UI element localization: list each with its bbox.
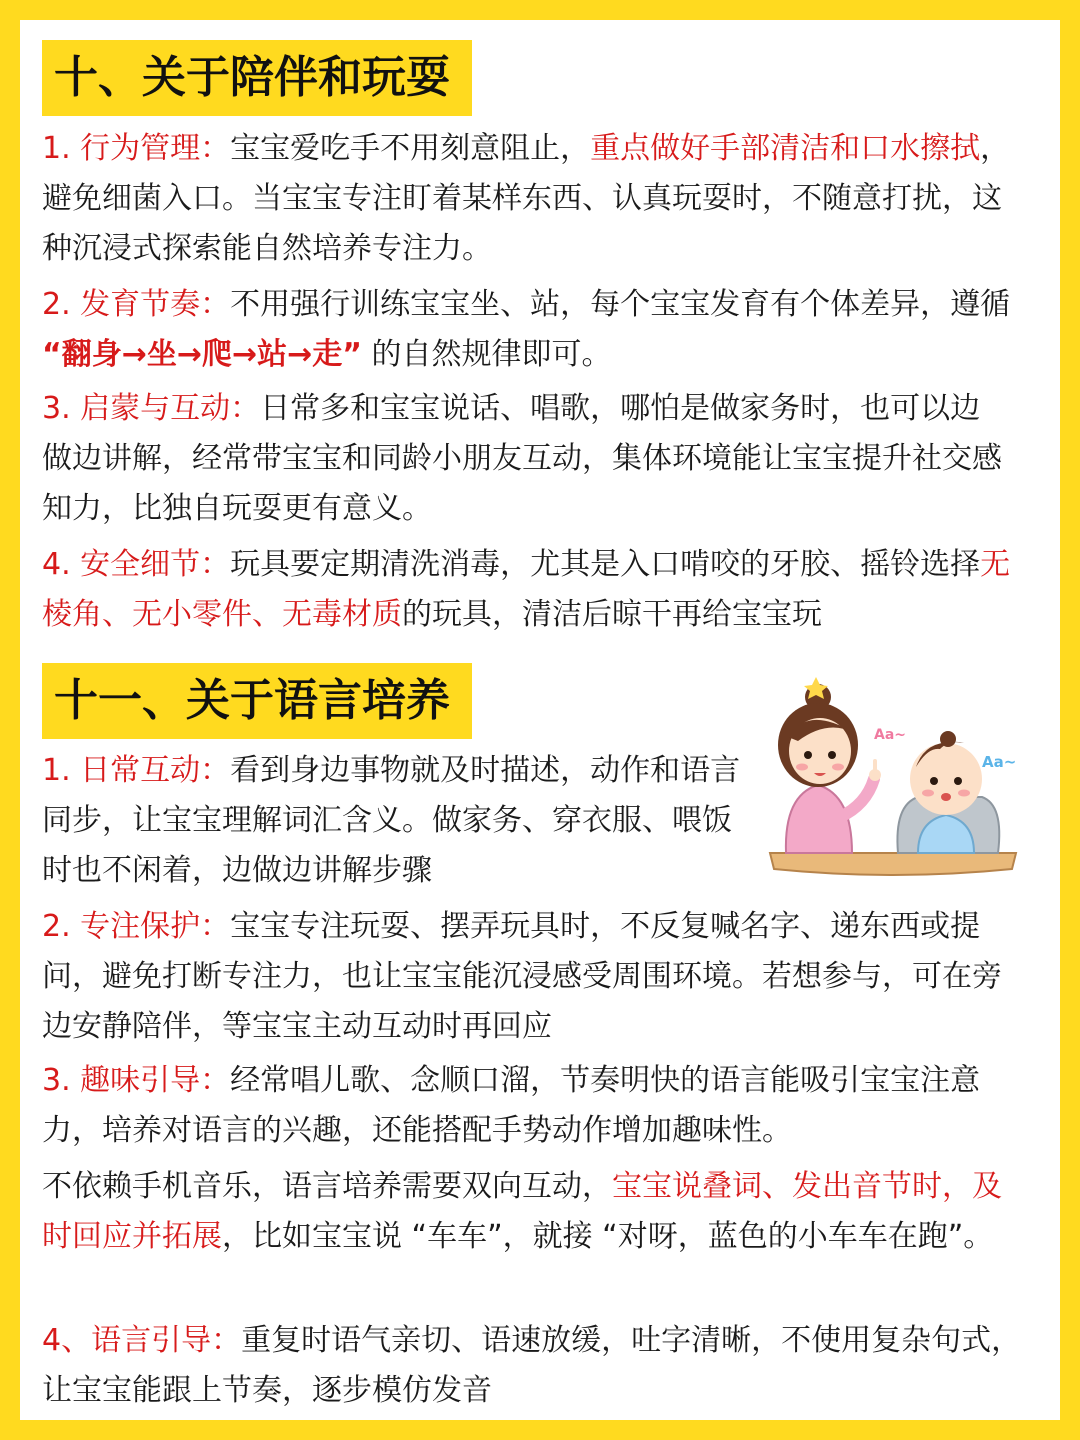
- item-highlight: 无棱角、无小零件、无毒材质: [42, 547, 1011, 632]
- section-11-item-1: [42, 746, 752, 896]
- section-10-item-2: [42, 280, 1012, 380]
- item-label: 2. 专注保护：: [42, 909, 231, 944]
- section-11-paragraph: [42, 1162, 1027, 1262]
- item-text: 经常唱儿歌、念顺口溜，节奏明快的语言能吸引宝宝注意力，培养对语言的兴趣，还能搭配手势动作增加趣味性。: [42, 1063, 981, 1148]
- item-text: ，比如宝宝说 “车车”，就接 “对呀，蓝色的小车车在跑”。: [222, 1219, 994, 1254]
- item-highlight: “翻身→坐→爬→站→走”: [42, 337, 362, 372]
- section-11-item-2: [42, 902, 1007, 1052]
- section-11-item-4: [42, 1316, 1027, 1416]
- item-text: 重复时语气亲切、语速放缓，吐字清晰，不使用复杂句式，让宝宝能跟上节奏，逐步模仿发音: [42, 1323, 1022, 1408]
- section-10-item-1: [42, 124, 1012, 274]
- item-label: 1. 行为管理：: [42, 131, 231, 166]
- content-card: [20, 20, 1060, 1420]
- item-text: 玩具要定期清洗消毒，尤其是入口啃咬的牙胶、摇铃选择: [230, 547, 981, 582]
- item-text: 的玩具，清洁后晾干再给宝宝玩: [402, 597, 822, 632]
- section-11-title: 十一、关于语言培养: [42, 663, 472, 739]
- item-label: 4. 安全细节：: [42, 547, 231, 582]
- item-label: 3. 趣味引导：: [42, 1063, 231, 1098]
- section-10-title: 十、关于陪伴和玩耍: [42, 40, 472, 116]
- mother-and-baby-illustration: [768, 675, 1018, 885]
- item-label: 2. 发育节奏：: [42, 287, 231, 322]
- item-text: 看到身边事物就及时描述，动作和语言同步，让宝宝理解词汇含义。做家务、穿衣服、喂饭时也不闲着，边做边讲解步骤: [42, 753, 741, 888]
- item-highlight: 重点做好手部清洁和口水擦拭: [590, 131, 981, 166]
- speech-bubble-1: Aa~: [874, 727, 907, 743]
- item-text: 宝宝爱吃手不用刻意阻止，: [230, 131, 591, 166]
- item-label: 3. 启蒙与互动：: [42, 391, 261, 426]
- section-10-item-4: [42, 540, 1012, 640]
- item-text: ，避免细菌入口。当宝宝专注盯着某样东西、认真玩耍时，不随意打扰，这种沉浸式探索能自然培养专注力。: [42, 131, 1011, 266]
- item-label: 4、语言引导：: [42, 1323, 242, 1358]
- speech-bubble-2: Aa~: [982, 753, 1017, 771]
- section-10-item-3: [42, 384, 1002, 534]
- section-11-item-3: [42, 1056, 1007, 1156]
- item-text: 不用强行训练宝宝坐、站，每个宝宝发育有个体差异，遵循: [230, 287, 1011, 322]
- item-text: 不依赖手机音乐，语言培养需要双向互动，: [42, 1169, 612, 1204]
- item-text: 日常多和宝宝说话、唱歌，哪怕是做家务时，也可以边做边讲解，经常带宝宝和同龄小朋友互动，集体环境能让宝宝提升社交感知力，比独自玩耍更有意义。: [42, 391, 1002, 526]
- item-label: 1. 日常互动：: [42, 753, 231, 788]
- item-text: 的自然规律即可。: [361, 337, 612, 372]
- item-text: 宝宝专注玩耍、摆弄玩具时，不反复喊名字、递东西或提问，避免打断专注力，也让宝宝能沉浸感受周围环境。若想参与，可在旁边安静陪伴，等宝宝主动互动时再回应: [42, 909, 1002, 1044]
- item-highlight: 宝宝说叠词、发出音节时，及时回应并拓展: [42, 1169, 1002, 1254]
